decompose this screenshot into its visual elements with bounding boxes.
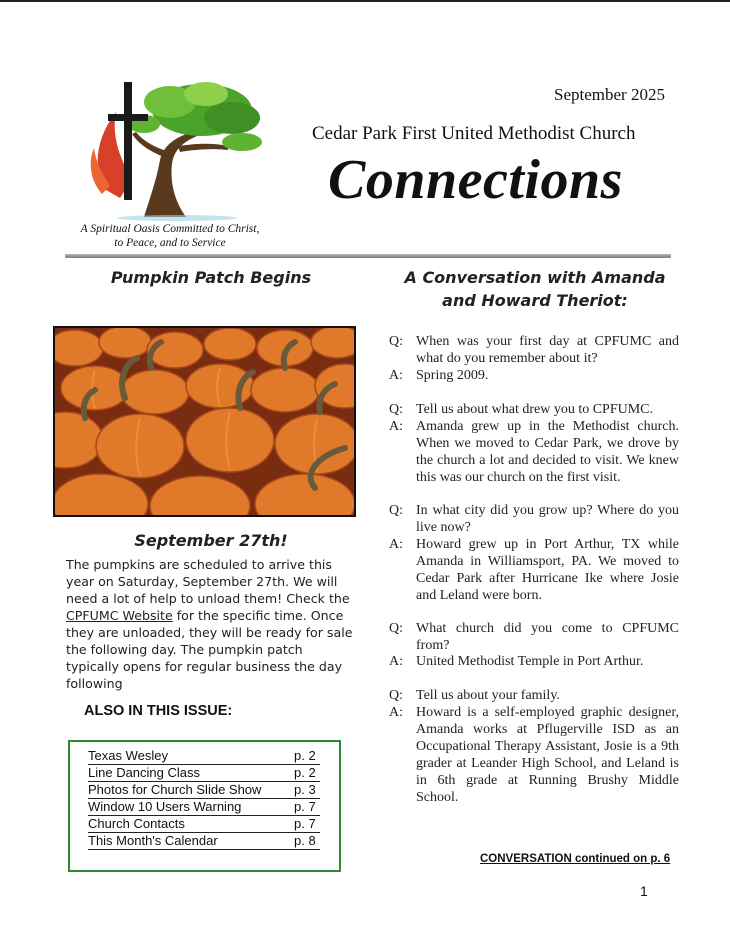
a-label: A:	[389, 537, 403, 552]
toc-item-title: Church Contacts	[88, 816, 185, 831]
q-label: Q:	[389, 621, 403, 636]
toc-item-page: p. 7	[294, 816, 316, 831]
interview-question	[389, 333, 679, 367]
website-link[interactable]: CPFUMC Website	[66, 608, 173, 623]
answer-text: Amanda grew up in the Methodist church. When we moved to Cedar Park, we drove by the church a lot and decided to visit. We knew this was our church on the first visit.	[416, 419, 679, 485]
a-label: A:	[389, 368, 403, 383]
church-name: Cedar Park First United Methodist Church	[312, 123, 636, 144]
toc-item-title: Line Dancing Class	[88, 765, 201, 780]
a-label: A:	[389, 705, 403, 720]
toc-item[interactable]	[88, 833, 320, 850]
question-text: Tell us about what drew you to CPFUMC.	[416, 402, 654, 417]
also-in-issue-heading: ALSO IN THIS ISSUE:	[84, 703, 233, 719]
interview-answer	[389, 367, 679, 384]
interview-question	[389, 687, 679, 704]
toc-item-title: Texas Wesley	[88, 748, 168, 763]
continued-link[interactable]: CONVERSATION continued on p. 6	[480, 853, 671, 865]
question-text: In what city did you grow up? Where do you live now?	[416, 503, 679, 535]
answer-text: Spring 2009.	[416, 368, 489, 383]
pumpkin-body-part-2: for the specific time. Once they are unloaded, they will be ready for sale the following day. The pumpkin patch typically opens for regular business the day following	[66, 608, 353, 691]
header-divider	[65, 254, 671, 258]
church-logo-icon	[82, 72, 272, 222]
q-label: Q:	[389, 503, 403, 518]
tagline-line-2: to Peace, and to Service	[114, 237, 226, 249]
toc-item-title: Window 10 Users Warning	[88, 799, 242, 814]
q-label: Q:	[389, 402, 403, 417]
tagline-line-1: A Spiritual Oasis Committed to Christ,	[80, 223, 260, 235]
interview-question	[389, 502, 679, 536]
a-label: A:	[389, 419, 403, 434]
table-of-contents	[68, 740, 341, 872]
interview-answer	[389, 653, 679, 670]
toc-item-page: p. 3	[294, 782, 316, 797]
church-tagline	[70, 222, 270, 250]
question-text: What church did you come to CPFUMC from?	[416, 621, 679, 653]
pumpkin-article-body	[66, 556, 358, 692]
page-number: 1	[640, 883, 648, 899]
interview-answer	[389, 418, 679, 486]
answer-text: United Methodist Temple in Port Arthur.	[416, 654, 644, 669]
interview-answer	[389, 704, 679, 806]
interview-question	[389, 401, 679, 418]
pumpkin-event-date: September 27th!	[134, 531, 288, 550]
toc-item[interactable]	[88, 799, 320, 816]
newsletter-title: Connections	[328, 149, 623, 211]
answer-text: Howard grew up in Port Arthur, TX while Amanda in Williamsport, PA. We moved to Cedar Park after Hurricane Ike where Josie and Leland were born.	[416, 537, 679, 603]
toc-item[interactable]	[88, 816, 320, 833]
toc-item-title: Photos for Church Slide Show	[88, 782, 262, 797]
pumpkin-body-part-1: The pumpkins are scheduled to arrive this year on Saturday, September 27th. We will need a lot of help to unload them! Check the	[66, 557, 350, 606]
toc-item[interactable]	[88, 782, 320, 799]
top-border	[0, 0, 730, 2]
interview-question	[389, 620, 679, 654]
interview-heading: A Conversation with Amanda and Howard Theriot:	[404, 268, 666, 310]
answer-text: Howard is a self-employed graphic designer, Amanda works at Pflugerville ISD as an Occupational Therapy Assistant, Josie is a 9th grader at Leander High School, and Leland is in 6th grade at Running Brushy Middle School.	[416, 705, 679, 805]
toc-item[interactable]	[88, 765, 320, 782]
pumpkins-photo	[53, 326, 356, 517]
issue-date: September 2025	[554, 85, 665, 104]
toc-item-page: p. 2	[294, 748, 316, 763]
toc-item-title: This Month's Calendar	[88, 833, 218, 848]
q-label: Q:	[389, 688, 403, 703]
toc-item-page: p. 8	[294, 833, 316, 848]
question-text: Tell us about your family.	[416, 688, 560, 703]
toc-item-page: p. 2	[294, 765, 316, 780]
toc-item-page: p. 7	[294, 799, 316, 814]
pumpkin-article-heading: Pumpkin Patch Begins	[110, 268, 312, 287]
q-label: Q:	[389, 334, 403, 349]
a-label: A:	[389, 654, 403, 669]
interview-answer	[389, 536, 679, 604]
question-text: When was your first day at CPFUMC and what do you remember about it?	[416, 334, 679, 366]
toc-item[interactable]	[88, 748, 320, 765]
